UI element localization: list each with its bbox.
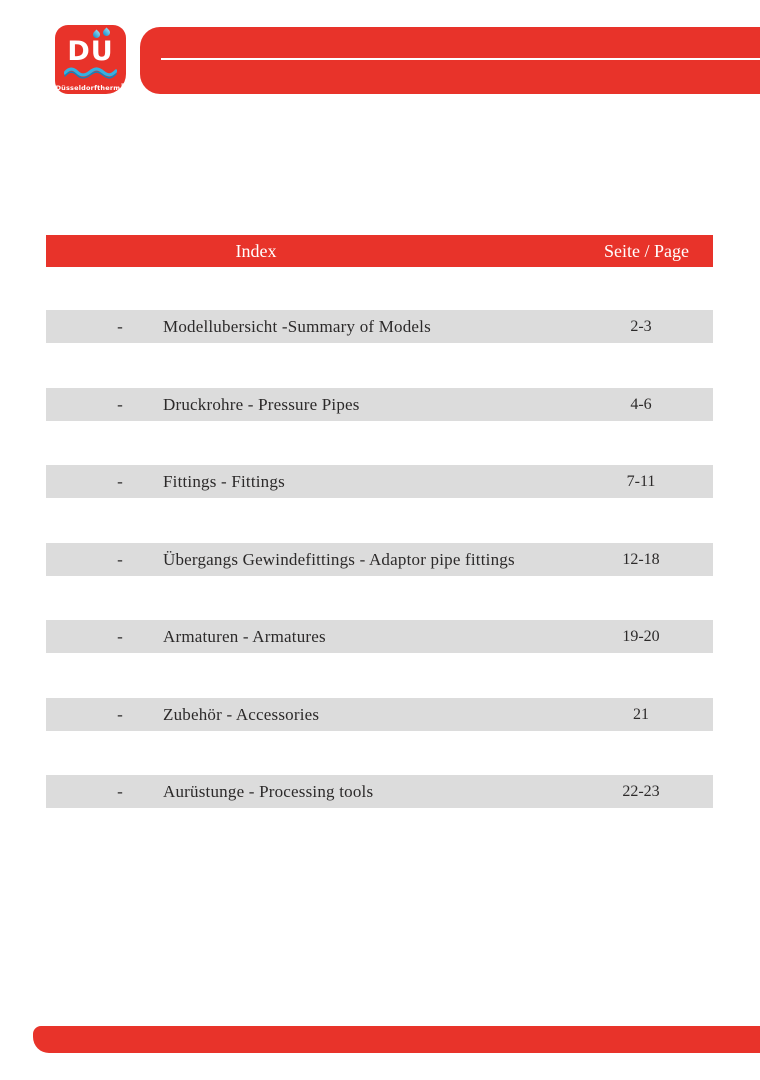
row-label: Aurüstunge - Processing tools [163,782,374,801]
index-row [46,465,713,498]
row-label: Übergangs Gewindefittings - Adaptor pipe fittings [163,550,515,569]
row-bullet: - [117,627,123,646]
row-bullet: - [117,550,123,569]
registered-trademark-symbol: ® [120,83,126,89]
brand-name-text: Düsseldorftherm [55,84,121,93]
index-row [46,543,713,576]
row-label: Modellubersicht -Summary of Models [163,317,431,336]
row-bullet: - [117,472,123,491]
row-label: Fittings - Fittings [163,472,285,491]
logo-monogram: DU [67,36,114,67]
row-bullet: - [117,705,123,724]
row-bullet: - [117,395,123,414]
row-bullet: - [117,782,123,801]
brand-logo [55,25,126,94]
row-page-range: 2-3 [630,318,652,335]
wave-icon [64,67,117,79]
row-page-range: 21 [633,706,649,723]
row-page-range: 7-11 [626,473,656,490]
row-label: Armaturen - Armatures [163,627,326,646]
header-divider-line [161,58,760,60]
row-bullet: - [117,317,123,336]
row-label: Druckrohre - Pressure Pipes [163,395,360,414]
row-label: Zubehör - Accessories [163,705,320,724]
row-page-range: 4-6 [630,396,652,413]
brand-name [55,83,126,92]
footer-band [33,1026,760,1053]
row-page-range: 22-23 [622,783,660,800]
index-row [46,698,713,731]
index-row [46,310,713,343]
index-row [46,775,713,808]
index-row [46,620,713,653]
row-page-range: 12-18 [622,551,660,568]
row-page-range: 19-20 [622,628,660,645]
pages-column-header: Seite / Page [604,241,689,261]
index-header-bar [46,235,713,267]
index-row [46,388,713,421]
index-title: Index [235,241,277,261]
header-band [140,27,760,94]
